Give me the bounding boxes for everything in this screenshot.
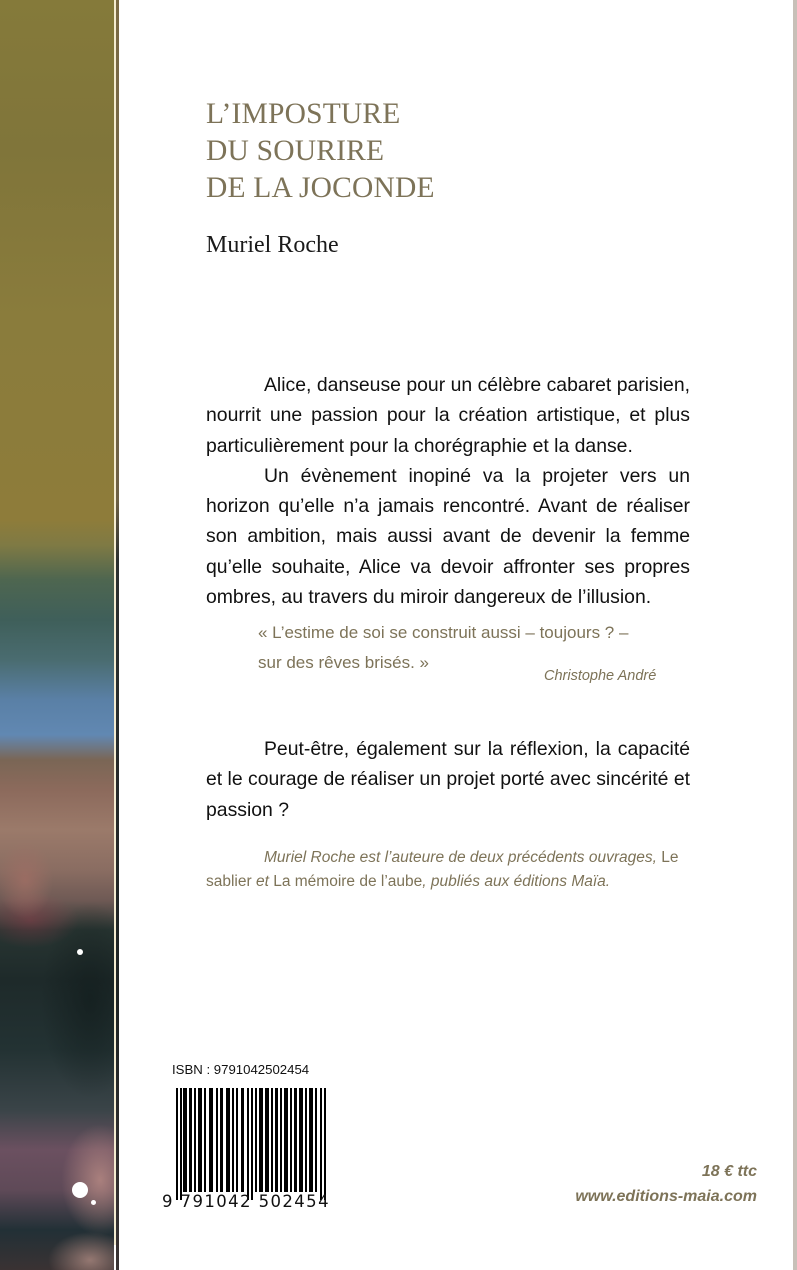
title-line: L’IMPOSTURE bbox=[206, 98, 401, 130]
author-bio bbox=[206, 846, 720, 894]
blurb-main bbox=[206, 370, 690, 612]
paint-chip bbox=[91, 1200, 96, 1205]
blurb-paragraph: Alice, danseuse pour un célèbre cabaret parisien, nourrit une passion pour la création artistique, et plus particulièrement pour la chorégraphie et la danse. bbox=[206, 374, 690, 457]
bio-text: et bbox=[251, 873, 274, 890]
barcode-number: 9 791042 502454 bbox=[162, 1192, 330, 1211]
title-line: DU SOURIRE bbox=[206, 135, 385, 167]
bio-book-title: Le sablier bbox=[206, 849, 679, 890]
isbn-label: ISBN : 9791042502454 bbox=[172, 1062, 310, 1077]
spine-border-dark bbox=[116, 0, 119, 1270]
bio-book-title: La mémoire de l’aube bbox=[273, 873, 423, 890]
cover-edge bbox=[793, 0, 797, 1270]
publisher-website: www.editions-maia.com bbox=[575, 1188, 757, 1205]
price-label: 18 € ttc bbox=[701, 1163, 757, 1180]
bio-text: , publiés aux éditions Maïa. bbox=[422, 873, 611, 890]
author-name: Muriel Roche bbox=[206, 232, 339, 258]
quote-line: sur des rêves brisés. » bbox=[258, 653, 430, 672]
barcode-icon bbox=[176, 1088, 326, 1200]
quote-line: « L’estime de soi se construit aussi – toujours ? – bbox=[258, 623, 629, 642]
bio-text: Muriel Roche est l’auteure de deux précédents ouvrages, bbox=[264, 849, 657, 866]
paint-chip bbox=[72, 1182, 88, 1198]
blurb-paragraph: Un évènement inopiné va la projeter vers un horizon qu’elle n’a jamais rencontré. Avant de réaliser son ambition, mais aussi avant de devenir la femme qu’elle souhaite, Alice va devoir affronter ses propres ombres, au travers du miroir dangereux de l’illusion. bbox=[206, 464, 690, 609]
blurb-paragraph: Peut-être, également sur la réflexion, la capacité et le courage de réaliser un projet porté avec sincérité et passion ? bbox=[206, 738, 690, 821]
book-title bbox=[206, 96, 435, 207]
mona-lisa-painting-strip bbox=[0, 0, 114, 1270]
blurb-closing bbox=[206, 734, 690, 825]
quote-attribution: Christophe André bbox=[544, 668, 657, 684]
title-line: DE LA JOCONDE bbox=[206, 172, 435, 204]
paint-chip bbox=[77, 949, 83, 955]
